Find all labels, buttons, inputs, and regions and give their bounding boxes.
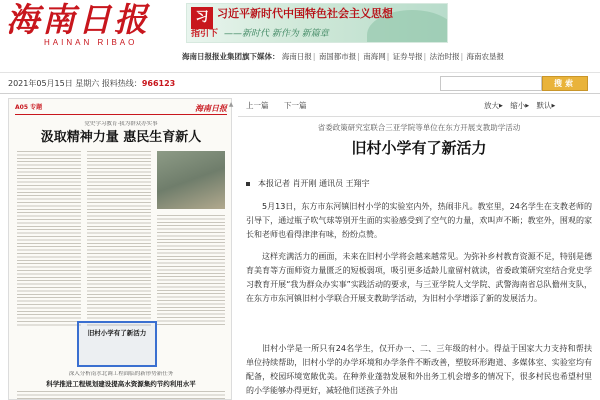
zoom-controls xyxy=(484,100,560,112)
thumbnail-text-column xyxy=(157,215,225,327)
article-divider xyxy=(238,116,600,117)
banner-headline: 习近平新时代中国特色社会主义思想 xyxy=(217,7,393,20)
byline-bullet-icon xyxy=(246,182,250,186)
triangle-icon: ▶ xyxy=(525,103,530,109)
triangle-icon: ▶ xyxy=(551,103,556,109)
masthead xyxy=(0,0,600,48)
hotline-label: 报料热线： xyxy=(101,79,142,88)
thumbnail-columns xyxy=(17,151,225,327)
media-link-nanguo-metro[interactable]: 南国都市报 xyxy=(318,52,357,61)
article-panel xyxy=(238,98,600,400)
article-paragraph: 旧村小学是一所只有24名学生，仅开办一、二、三年级的村小。得益于国家大力支持和帮扶单位持续帮助，旧村小学的办学环境和办学条件不断改善，塑胶环形跑道、多媒体室、实验室均有配备，校园环境宽敞优美。在种养业蓬勃发展和外出务工机会增多的情况下，很多村民也希望村里的小学能够办得更好，减轻他们送孩子外出 xyxy=(246,344,592,395)
media-link-hainan-daily[interactable]: 海南日报 xyxy=(281,52,312,61)
thumbnail-bottom-title[interactable]: 科学推进工程规划建设提高水资源集约节约利用水平 xyxy=(46,380,196,388)
banner-slogan xyxy=(191,28,329,40)
media-link-separator: | xyxy=(312,52,316,61)
media-link-securities[interactable]: 证券导报 xyxy=(392,52,423,61)
article-paragraph: 5月13日，东方市东河镇旧村小学的实验室内外，热闹非凡。教室里，24名学生在支教老师的引导下，通过瓶子吹气球等别开生面的实验感受到了空气的力量，欢叫声不断；教室外，围观的家长和老师也看得津津有味，纷纷点赞。 xyxy=(246,202,592,239)
zoom-default-button[interactable]: 默认▶ xyxy=(536,101,556,110)
next-article-link[interactable]: 下一篇 xyxy=(284,101,307,110)
thumbnail-article-title[interactable]: 旧村小学有了新活力 xyxy=(87,329,147,337)
media-link-separator: | xyxy=(386,52,390,61)
promo-banner[interactable] xyxy=(186,3,448,43)
search-button[interactable]: 搜索 xyxy=(542,76,588,91)
media-link-nongken[interactable]: 海南农垦报 xyxy=(466,52,504,61)
zoom-in-button[interactable]: 放大▶ xyxy=(484,101,503,110)
logo-chinese: 海南日报 xyxy=(6,0,150,39)
date-info xyxy=(8,77,175,90)
logo-english: HAINAN RIBAO xyxy=(44,38,138,47)
media-links-label: 海南日报报业集团旗下媒体： xyxy=(182,52,280,61)
thumbnail-header xyxy=(15,103,227,115)
banner-slogan-lead: 指引下 xyxy=(191,29,219,39)
thumbnail-text-column xyxy=(17,391,225,400)
article-title: 旧村小学有了新活力 xyxy=(351,139,487,157)
banner-slogan-text: ——新时代 新作为 新篇章 xyxy=(224,29,329,39)
media-link-separator: | xyxy=(460,52,464,61)
hotline-number: 966123 xyxy=(141,79,176,88)
thumbnail-text-column xyxy=(87,151,151,327)
media-link-separator: | xyxy=(357,52,360,61)
article-paragraph: 这样充满活力的画面，未来在旧村小学将会越来越常见。为弥补乡村教育资源不足，特别是德育美育等方面师资力量匮乏的短板弱项，吸引更多适龄儿童留村就读，省委政策研究室结合党史学习教育开展“我为群众办实事”实践活动的要求，与三亚学院人文学院、武警海南省总队儋州支队，在东方市东河镇旧村小学联合开展支教助学活动，为旧村小学增添了新的发展活力。 xyxy=(246,252,592,303)
media-link-legal[interactable]: 法治时报 xyxy=(429,52,460,61)
prev-article-link[interactable]: 上一篇 xyxy=(246,101,269,110)
triangle-icon: ▶ xyxy=(499,103,503,109)
thumbnail-paper-name: 海南日报 xyxy=(195,103,227,113)
thumbnail-section-label: A05 专题 xyxy=(15,104,43,111)
newspaper-page-thumbnail[interactable] xyxy=(8,98,232,400)
zoom-out-button[interactable]: 缩小▶ xyxy=(510,101,530,110)
thumbnail-photo xyxy=(157,151,225,209)
newspaper-logo[interactable] xyxy=(6,2,174,46)
search-input[interactable] xyxy=(440,76,542,91)
media-links-bar xyxy=(182,50,600,64)
selected-article-highlight[interactable] xyxy=(77,321,157,367)
scroll-up-arrow-icon[interactable]: ▲ xyxy=(228,101,234,108)
article-nav xyxy=(238,100,600,114)
media-link-hinews[interactable]: 南海网 xyxy=(363,52,386,61)
article-subtitle: 省委政策研究室联合三亚学院等单位在东方开展支教助学活动 xyxy=(317,123,521,132)
thumbnail-headline[interactable]: 汲取精神力量 惠民生育新人 xyxy=(40,130,202,145)
issue-date: 2021年05月15日 xyxy=(8,79,73,88)
media-link-separator: | xyxy=(423,52,427,61)
banner-badge: 习 xyxy=(191,7,213,29)
issue-weekday: 星期六 xyxy=(75,79,100,88)
thumbnail-kicker: 党史学习教育·我为群众办实事 xyxy=(84,121,158,127)
thumbnail-text-column xyxy=(17,151,81,327)
article-byline: 本报记者 肖开刚 通讯员 王翔宇 xyxy=(258,179,370,188)
thumbnail-bottom-kicker: 深入分析南水北调工程面临的新形势新任务 xyxy=(68,371,174,377)
date-bar xyxy=(0,72,600,94)
